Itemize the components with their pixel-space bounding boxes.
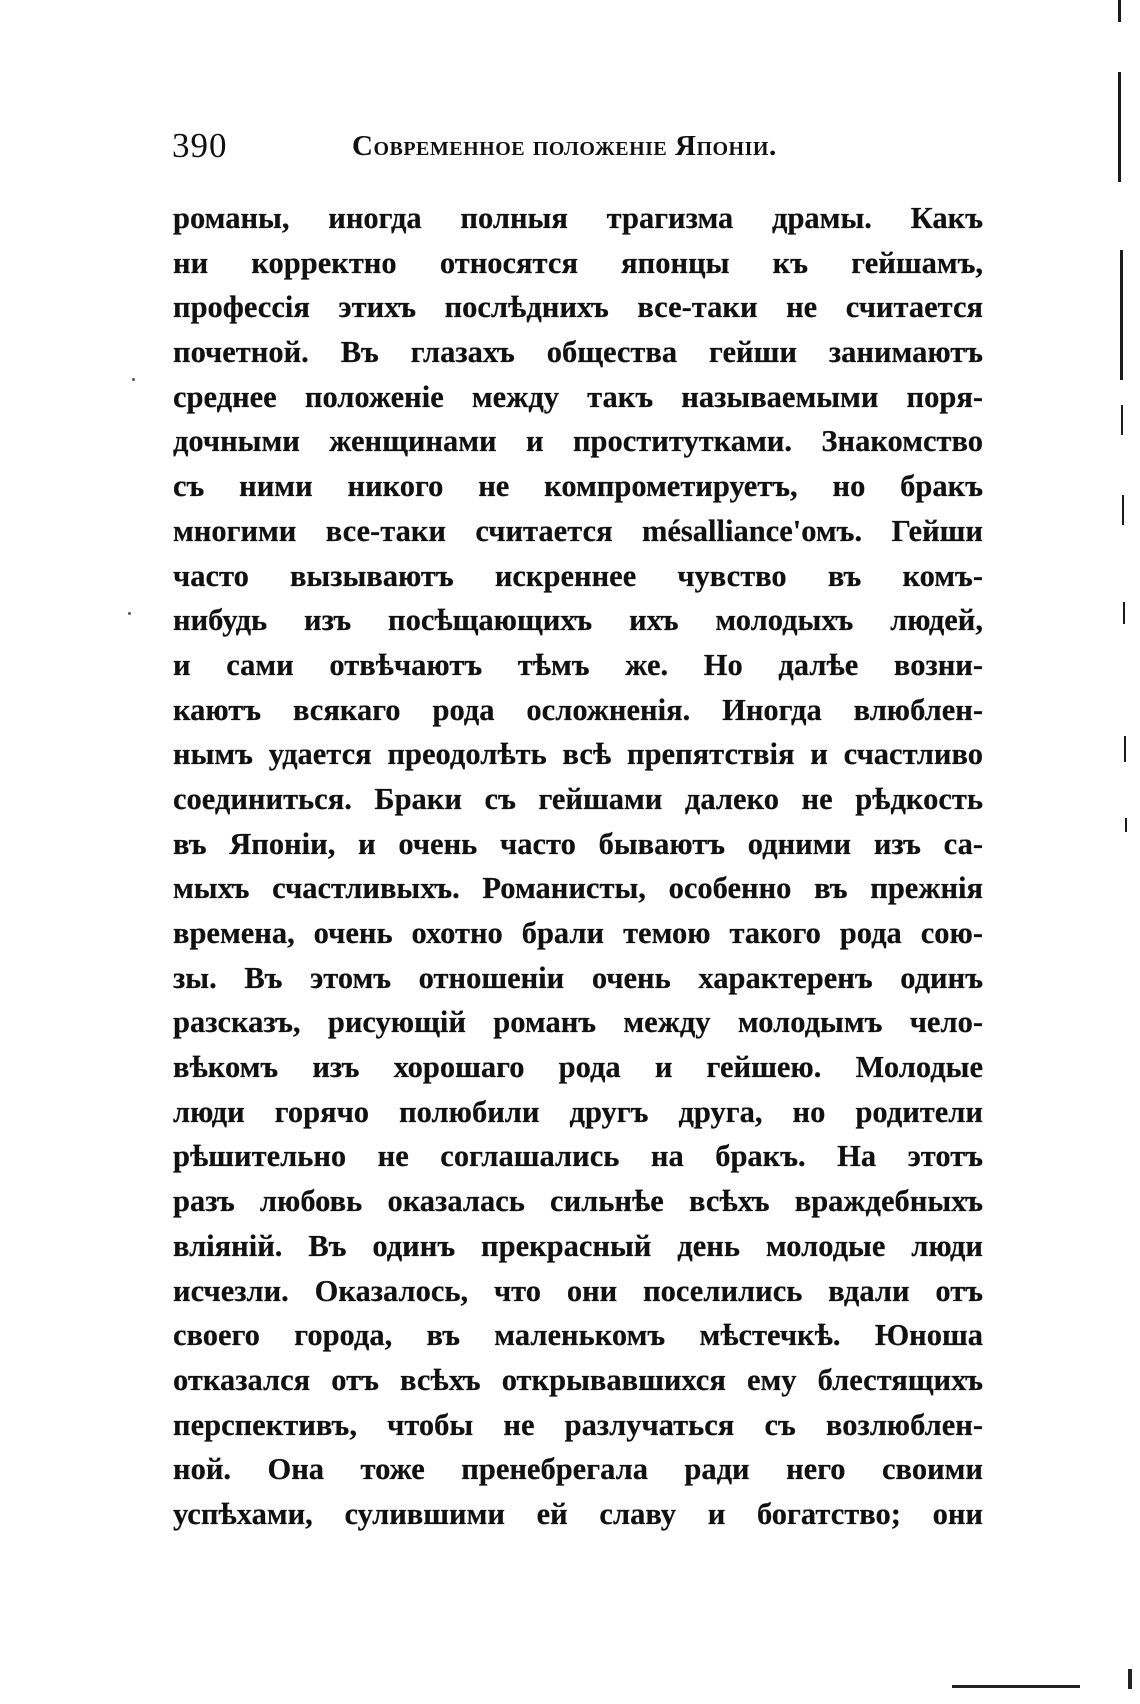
text-line: перспективъ, чтобы не разлучаться съ возлюблен- [173, 1407, 983, 1442]
scan-edge-mark [1122, 495, 1124, 525]
page-header [172, 126, 992, 172]
text-line: вліяній. Въ одинъ прекрасный день молодые люди [173, 1228, 983, 1263]
running-title: Современное положеніе Японіи. [352, 130, 777, 162]
text-line: каютъ всякаго рода осложненія. Иногда влюблен- [173, 692, 983, 727]
text-line: нымъ удается преодолѣть всѣ препятствія и счастливо [173, 737, 983, 772]
text-line: профессія этихъ послѣднихъ все-таки не считается [173, 290, 983, 325]
text-line: почетной. Въ глазахъ общества гейши занимаютъ [173, 335, 983, 370]
text-line: ной. Она тоже пренебрегала ради него своими [173, 1452, 983, 1487]
text-line: мыхъ счастливыхъ. Романисты, особенно въ прежнія [173, 871, 983, 906]
scan-edge-mark [1124, 736, 1126, 762]
text-line: отказался отъ всѣхъ открывавшихся ему блестящихъ [173, 1362, 983, 1397]
scan-bottom-tick [1128, 1669, 1132, 1689]
text-line: вѣкомъ изъ хорошаго рода и гейшею. Молодые [173, 1050, 983, 1085]
scan-edge-mark [1118, 72, 1121, 182]
text-line: исчезли. Оказалось, что они поселились вдали отъ [173, 1273, 983, 1308]
text-line: зы. Въ этомъ отношеніи очень характеренъ одинъ [173, 960, 983, 995]
text-line: среднее положеніе между такъ называемыми поря- [173, 379, 983, 414]
text-line: романы, иногда полныя трагизма драмы. Какъ [173, 201, 983, 235]
text-line: времена, очень охотно брали темою такого рода сою- [173, 916, 983, 950]
text-line: съ ними никого не компрометируетъ, но бракъ [173, 469, 983, 504]
scan-edge-mark [1123, 602, 1125, 624]
scan-edge-mark [1125, 818, 1127, 832]
scan-bottom-rule [952, 1685, 1080, 1688]
text-line: ни корректно относятся японцы къ гейшамъ, [173, 245, 983, 280]
text-line: и сами отвѣчаютъ тѣмъ же. Но далѣе возни- [173, 647, 983, 682]
text-line: разсказъ, рисующій романъ между молодымъ чело- [173, 1005, 983, 1040]
text-line: часто вызываютъ искреннее чувство въ комъ- [173, 558, 983, 593]
scan-edge-mark [1120, 250, 1123, 380]
text-line: въ Японіи, и очень часто бываютъ одними изъ са- [173, 826, 983, 861]
page-number: 390 [172, 126, 228, 165]
scan-edge-mark [1121, 405, 1123, 435]
text-line: люди горячо полюбили другъ друга, но родители [173, 1094, 983, 1129]
text-line: своего города, въ маленькомъ мѣстечкѣ. Юноша [173, 1318, 983, 1353]
text-line: многими все-таки считается mésalliance'омъ. Гейши [173, 513, 983, 548]
text-line: рѣшительно не соглашались на бракъ. На этотъ [173, 1139, 983, 1174]
scan-edge-mark [1118, 0, 1121, 22]
text-line: успѣхами, сулившими ей славу и богатство; они [173, 1496, 983, 1531]
scan-dust-mark [128, 612, 131, 615]
text-line: разъ любовь оказалась сильнѣе всѣхъ враждебныхъ [173, 1184, 983, 1219]
text-line: соединиться. Браки съ гейшами далеко не рѣдкость [173, 781, 983, 816]
text-line: нибудь изъ посѣщающихъ ихъ молодыхъ людей, [173, 603, 983, 638]
body-text [173, 196, 983, 1537]
scan-dust-mark [132, 378, 135, 381]
text-line: дочными женщинами и проститутками. Знакомство [173, 424, 983, 459]
